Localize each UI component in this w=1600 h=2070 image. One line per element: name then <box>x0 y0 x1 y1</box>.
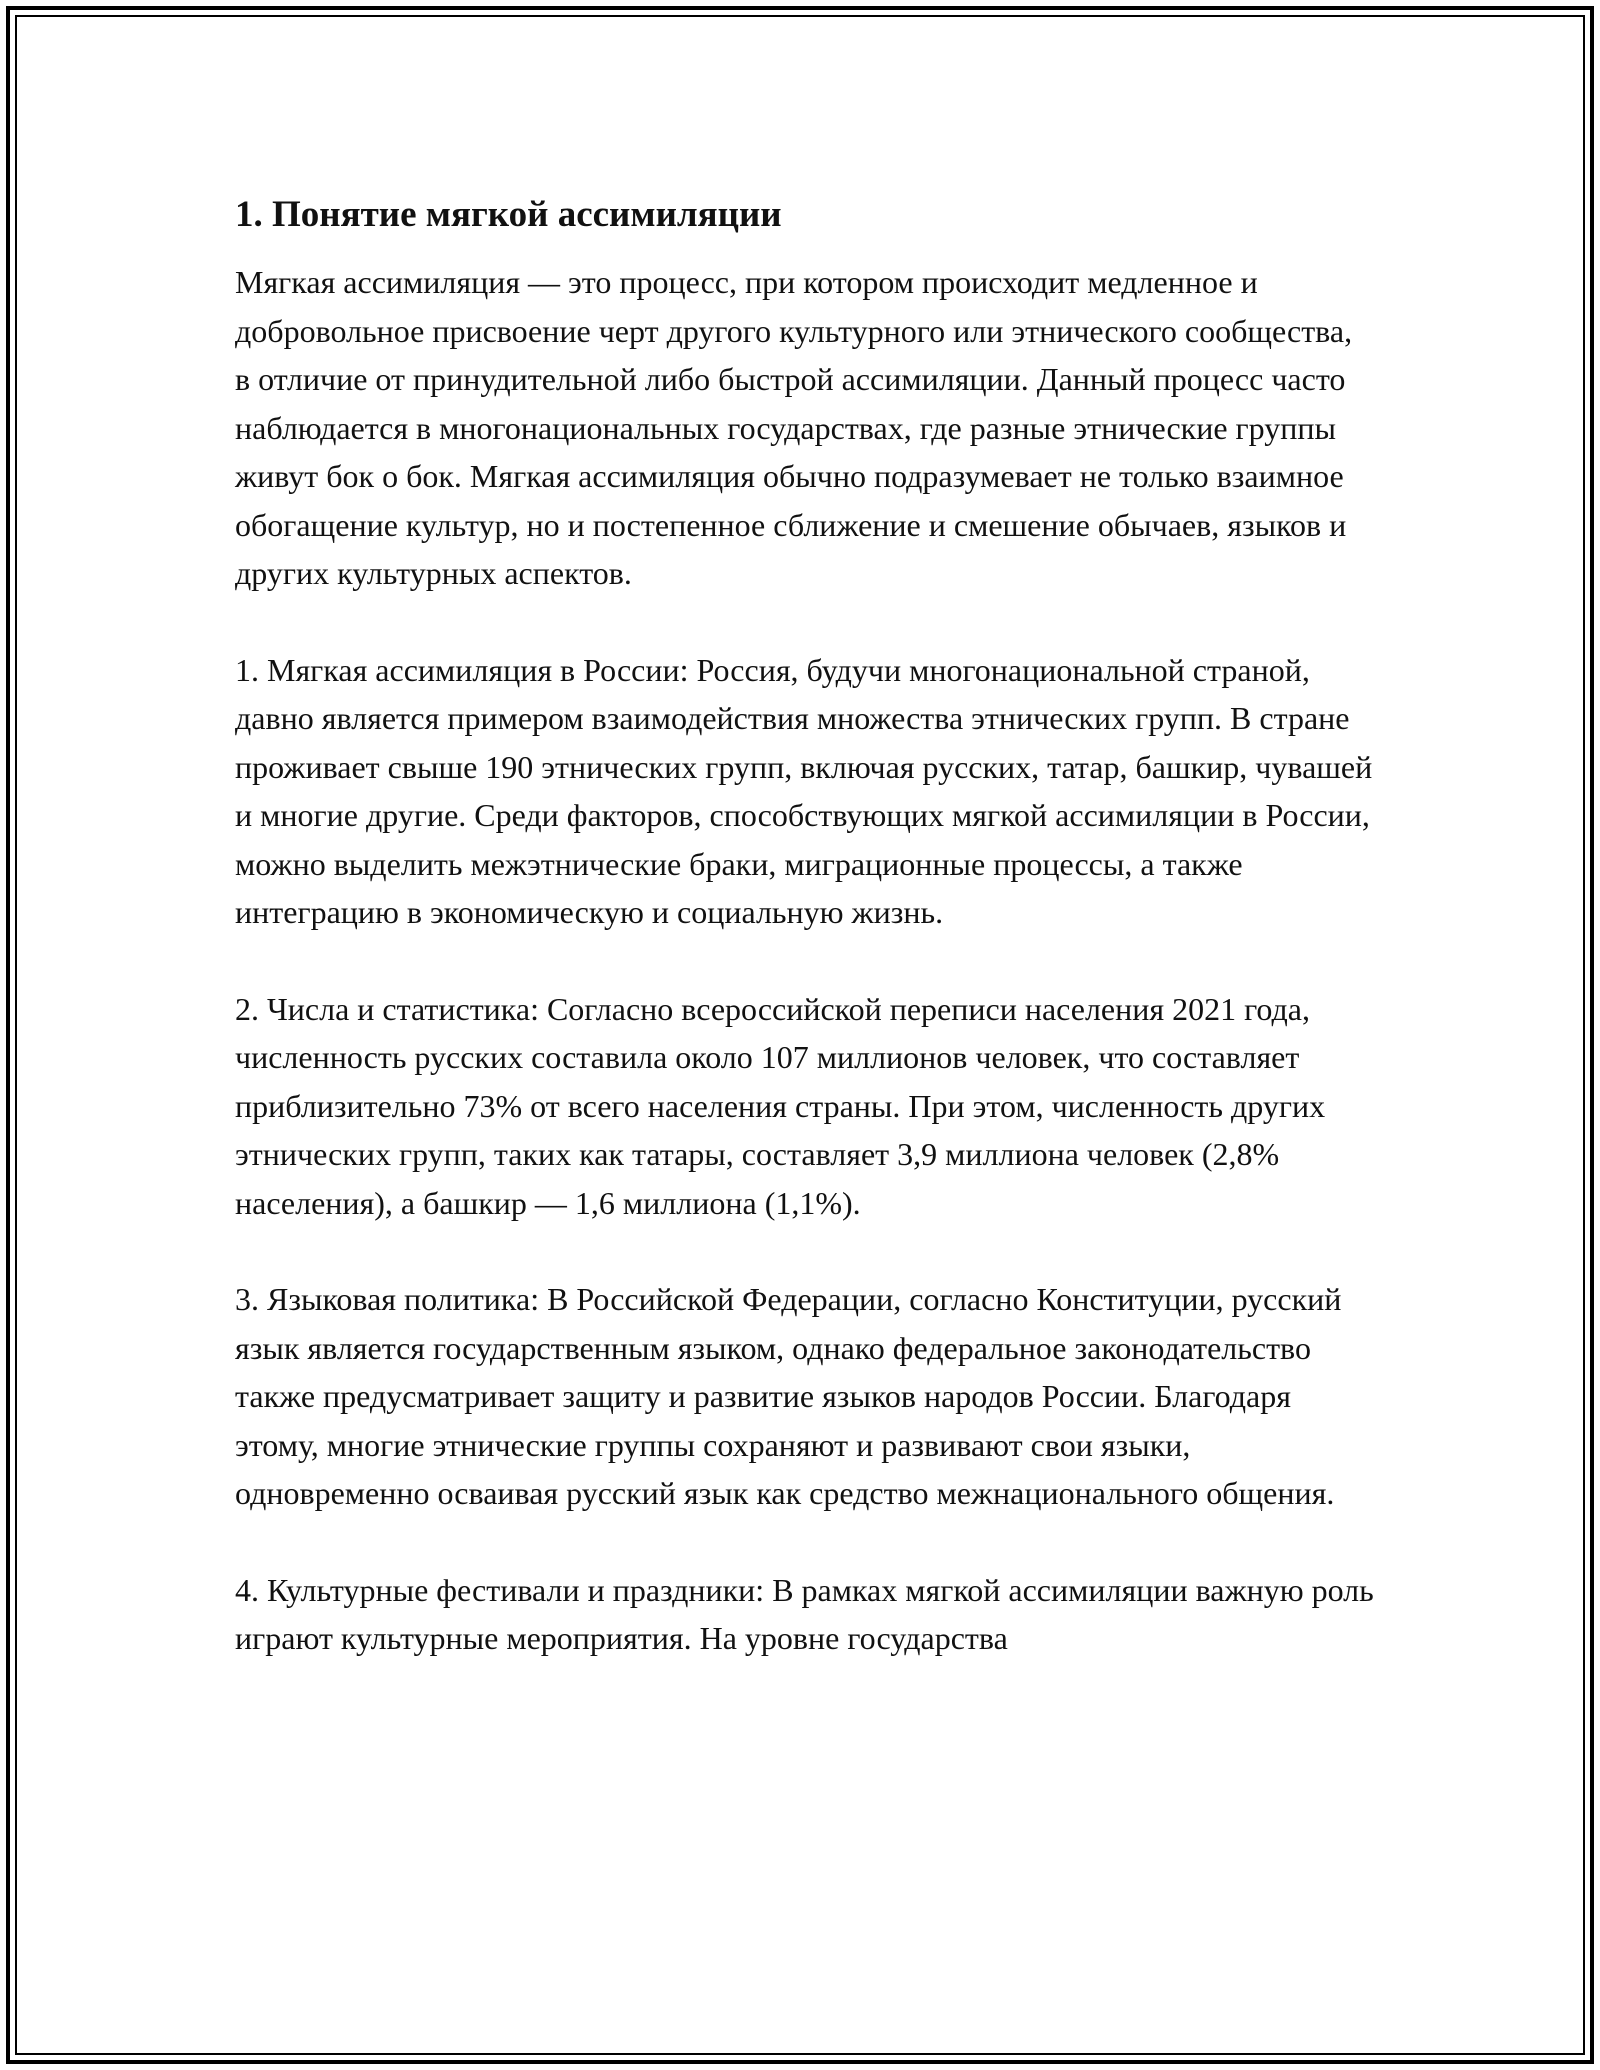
paragraph-statistics: 2. Числа и статистика: Согласно всероссийской переписи населения 2021 года, численность русских составила около 107 миллионов человек, что составляет приблизительно 73% от всего населения страны. При этом, численность других этнических групп, таких как татары, составляет 3,9 миллиона человек (2,8% населения), а башкир — 1,6 миллиона (1,1%). <box>235 990 1326 1221</box>
document-body <box>235 190 1375 1663</box>
intro-paragraph: Мягкая ассимиляция — это процесс, при котором происходит медленное и добровольное присвоение черт другого культурного или этнического сообщества, в отличие от принудительной либо быстрой ассимиляции. Данный процесс часто наблюдается в многонациональных государствах, где разные этнические группы живут бок о бок. Мягкая ассимиляция обычно подразумевает не только взаимное обогащение культур, но и постепенное сближение и смешение обычаев, языков и других культурных аспектов. <box>235 264 1353 591</box>
paragraph-festivals: 4. Культурные фестивали и праздники: В рамках мягкой ассимиляции важную роль играют культурные мероприятия. На уровне государства <box>235 1571 1374 1656</box>
paragraph-language-policy: 3. Языковая политика: В Российской Федерации, согласно Конституции, русский язык является государственным языком, однако федеральное законодательство также предусматривает защиту и развитие языков народов России. Благодаря этому, многие этнические группы сохраняют и развивают свои языки, одновременно осваивая русский язык как средство межнационального общения. <box>235 1281 1342 1511</box>
section-heading: 1. Понятие мягкой ассимиляции <box>235 194 782 235</box>
paragraph-russia: 1. Мягкая ассимиляция в России: Россия, будучи многонациональной страной, давно является примером взаимодействия множества этнических групп. В стране проживает свыше 190 этнических групп, включая русских, татар, башкир, чувашей и многие другие. Среди факторов, способствующих мягкой ассимиляции в России, можно выделить межэтнические браки, миграционные процессы, а также интеграцию в экономическую и социальную жизнь. <box>235 651 1373 930</box>
